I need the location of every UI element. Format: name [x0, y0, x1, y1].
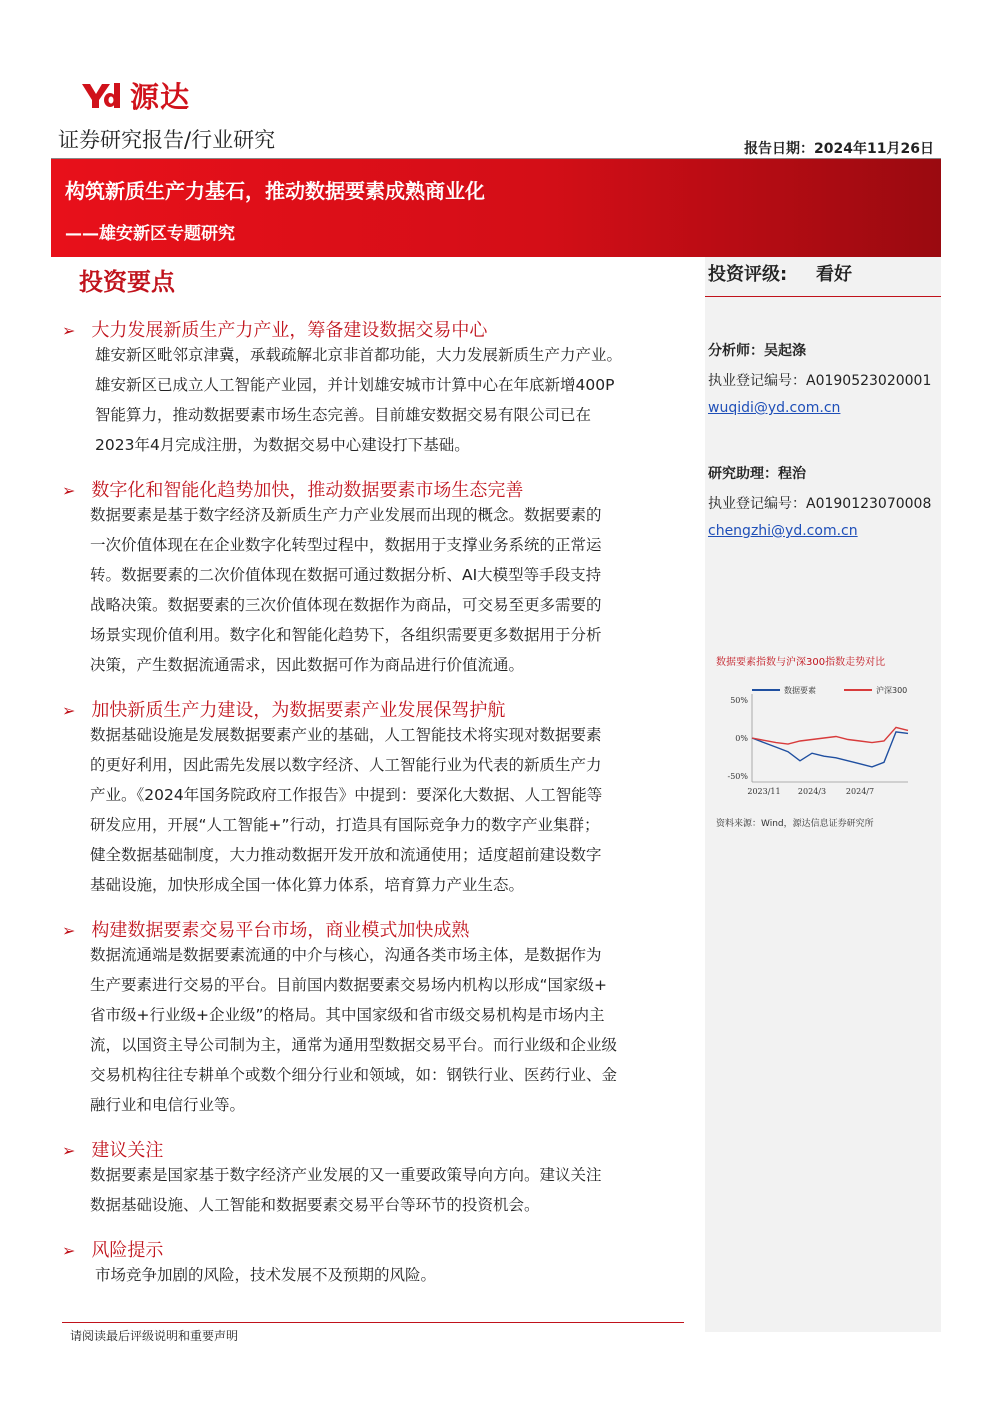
- assistant-name: 研究助理：程治: [708, 466, 806, 482]
- paragraph-line: 一次价值体现在在企业数字化转型过程中，数据用于支撑业务系统的正常运: [90, 536, 602, 554]
- paragraph-line: 智能算力，推动数据要素市场生态完善。目前雄安数据交易有限公司已在: [95, 406, 592, 424]
- report-title: 构筑新质生产力基石，推动数据要素成熟商业化: [65, 179, 485, 203]
- footer-divider: [62, 1322, 684, 1323]
- bullet-heading: [62, 916, 469, 942]
- chart-y-tick-label: -50%: [727, 772, 748, 781]
- bullet-heading-text: 构建数据要素交易平台市场，商业模式加快成熟: [91, 920, 470, 941]
- paragraph-line: 市场竞争加剧的风险，技术发展不及预期的风险。: [95, 1266, 437, 1284]
- bullet-arrow-icon: ➢: [62, 921, 76, 940]
- paragraph-line: 交易机构往往专耕单个或数个细分行业和领域，如：钢铁行业、医药行业、金: [90, 1066, 618, 1084]
- paragraph-line: 场景实现价值利用。数字化和智能化趋势下，各组织需要更多数据用于分析: [90, 626, 602, 644]
- report-type: 证券研究报告/行业研究: [58, 128, 276, 152]
- chart-title: 数据要素指数与沪深300指数走势对比: [716, 657, 886, 668]
- footer-disclaimer: 请阅读最后评级说明和重要声明: [70, 1329, 239, 1343]
- paragraph-line: 产业。《2024年国务院政府工作报告》中提到：要深化大数据、人工智能等: [90, 786, 603, 804]
- paragraph-line: 数据流通端是数据要素流通的中介与核心，沟通各类市场主体，是数据作为: [90, 946, 602, 964]
- paragraph-line: 数据要素是基于数字经济及新质生产力产业发展而出现的概念。数据要素的: [90, 506, 602, 524]
- paragraph-line: 流，以国资主导公司制为主，通常为通用型数据交易平台。而行业级和企业级: [90, 1036, 618, 1054]
- chart-series-line: [752, 727, 908, 744]
- bullet-arrow-icon: ➢: [62, 1241, 76, 1260]
- chart-x-tick-label: 2024/3: [797, 787, 827, 796]
- bullet-heading-text: 建议关注: [91, 1140, 164, 1161]
- chart-y-tick-label: 50%: [730, 696, 748, 705]
- chart-legend-label: 数据要素: [784, 686, 816, 695]
- yd-logo-icon: [80, 80, 124, 110]
- paragraph-line: 转。数据要素的二次价值体现在数据可通过数据分析、AI大模型等手段支持: [90, 566, 602, 584]
- paragraph-line: 健全数据基础制度，大力推动数据开发开放和流通使用；适度超前建设数字: [90, 846, 602, 864]
- paragraph-line: 战略决策。数据要素的三次价值体现在数据作为商品，可交易至更多需要的: [90, 596, 602, 614]
- bullet-heading: [62, 1236, 163, 1262]
- paragraph-line: 雄安新区已成立人工智能产业园，并计划雄安城市计算中心在年底新增400P: [95, 376, 615, 394]
- bullet-heading: [62, 1136, 163, 1162]
- rating-label: 投资评级:: [708, 264, 788, 285]
- section-title: 投资要点: [79, 268, 175, 296]
- paragraph-line: 数据基础设施是发展数据要素产业的基础，人工智能技术将实现对数据要素: [90, 726, 602, 744]
- bullet-arrow-icon: ➢: [62, 1141, 76, 1160]
- paragraph-line: 生产要素进行交易的平台。目前国内数据要素交易场内机构以形成“国家级+: [90, 976, 608, 994]
- bullet-heading-text: 数字化和智能化趋势加快，推动数据要素市场生态完善: [91, 480, 524, 501]
- chart-source: 资料来源：Wind，源达信息证券研究所: [716, 819, 874, 829]
- bullet-arrow-icon: ➢: [62, 701, 76, 720]
- bullet-arrow-icon: ➢: [62, 321, 76, 340]
- chart-x-tick-label: 2024/7: [845, 787, 875, 796]
- bullet-heading: [62, 696, 505, 722]
- assistant-cert: 执业登记编号：A0190123070008: [708, 496, 932, 512]
- bullet-heading-text: 风险提示: [91, 1240, 164, 1261]
- rating-divider: [705, 296, 941, 297]
- company-logo: [80, 78, 190, 112]
- paragraph-line: 2023年4月完成注册，为数据交易中心建设打下基础。: [95, 436, 470, 454]
- paragraph-line: 的更好利用，因此需先发展以数字经济、人工智能行业为代表的新质生产力: [90, 756, 602, 774]
- chart-legend-label: 沪深300: [876, 686, 908, 695]
- paragraph-line: 融行业和电信行业等。: [90, 1096, 246, 1114]
- bullet-heading-text: 大力发展新质生产力产业，筹备建设数据交易中心: [91, 320, 488, 341]
- analyst-name: 分析师：吴起涤: [708, 343, 806, 359]
- bullet-arrow-icon: ➢: [62, 481, 76, 500]
- bullet-heading-text: 加快新质生产力建设，为数据要素产业发展保驾护航: [91, 700, 506, 721]
- title-banner: [51, 159, 941, 257]
- bullet-heading: [62, 316, 487, 342]
- chart-y-tick-label: 0%: [735, 734, 748, 743]
- paragraph-line: 数据基础设施、人工智能和数据要素交易平台等环节的投资机会。: [90, 1196, 540, 1214]
- paragraph-line: 基础设施，加快形成全国一体化算力体系，培育算力产业生态。: [90, 876, 525, 894]
- paragraph-line: 省市级+行业级+企业级”的格局。其中国家级和省市级交易机构是市场内主: [90, 1006, 605, 1024]
- analyst-cert: 执业登记编号：A0190523020001: [708, 373, 932, 389]
- paragraph-line: 数据要素是国家基于数字经济产业发展的又一重要政策导向方向。建议关注: [90, 1166, 602, 1184]
- paragraph-line: 雄安新区毗邻京津冀，承载疏解北京非首都功能，大力发展新质生产力产业。: [95, 346, 623, 364]
- report-subtitle: ——雄安新区专题研究: [65, 224, 235, 244]
- paragraph-line: 研发应用，开展“人工智能+”行动，打造具有国际竞争力的数字产业集群；: [90, 816, 600, 834]
- logo-brand-text: 源达: [130, 79, 191, 114]
- analyst-email-link[interactable]: wuqidi@yd.com.cn: [708, 400, 841, 416]
- rating-value: 看好: [816, 264, 852, 285]
- assistant-email-link[interactable]: chengzhi@yd.com.cn: [708, 523, 858, 539]
- bullet-heading: [62, 476, 523, 502]
- paragraph-line: 决策，产生数据流通需求，因此数据可作为商品进行价值流通。: [90, 656, 525, 674]
- index-comparison-chart: [712, 672, 922, 802]
- chart-x-tick-label: 2023/11: [747, 787, 781, 796]
- report-date: 报告日期：2024年11月26日: [744, 141, 934, 157]
